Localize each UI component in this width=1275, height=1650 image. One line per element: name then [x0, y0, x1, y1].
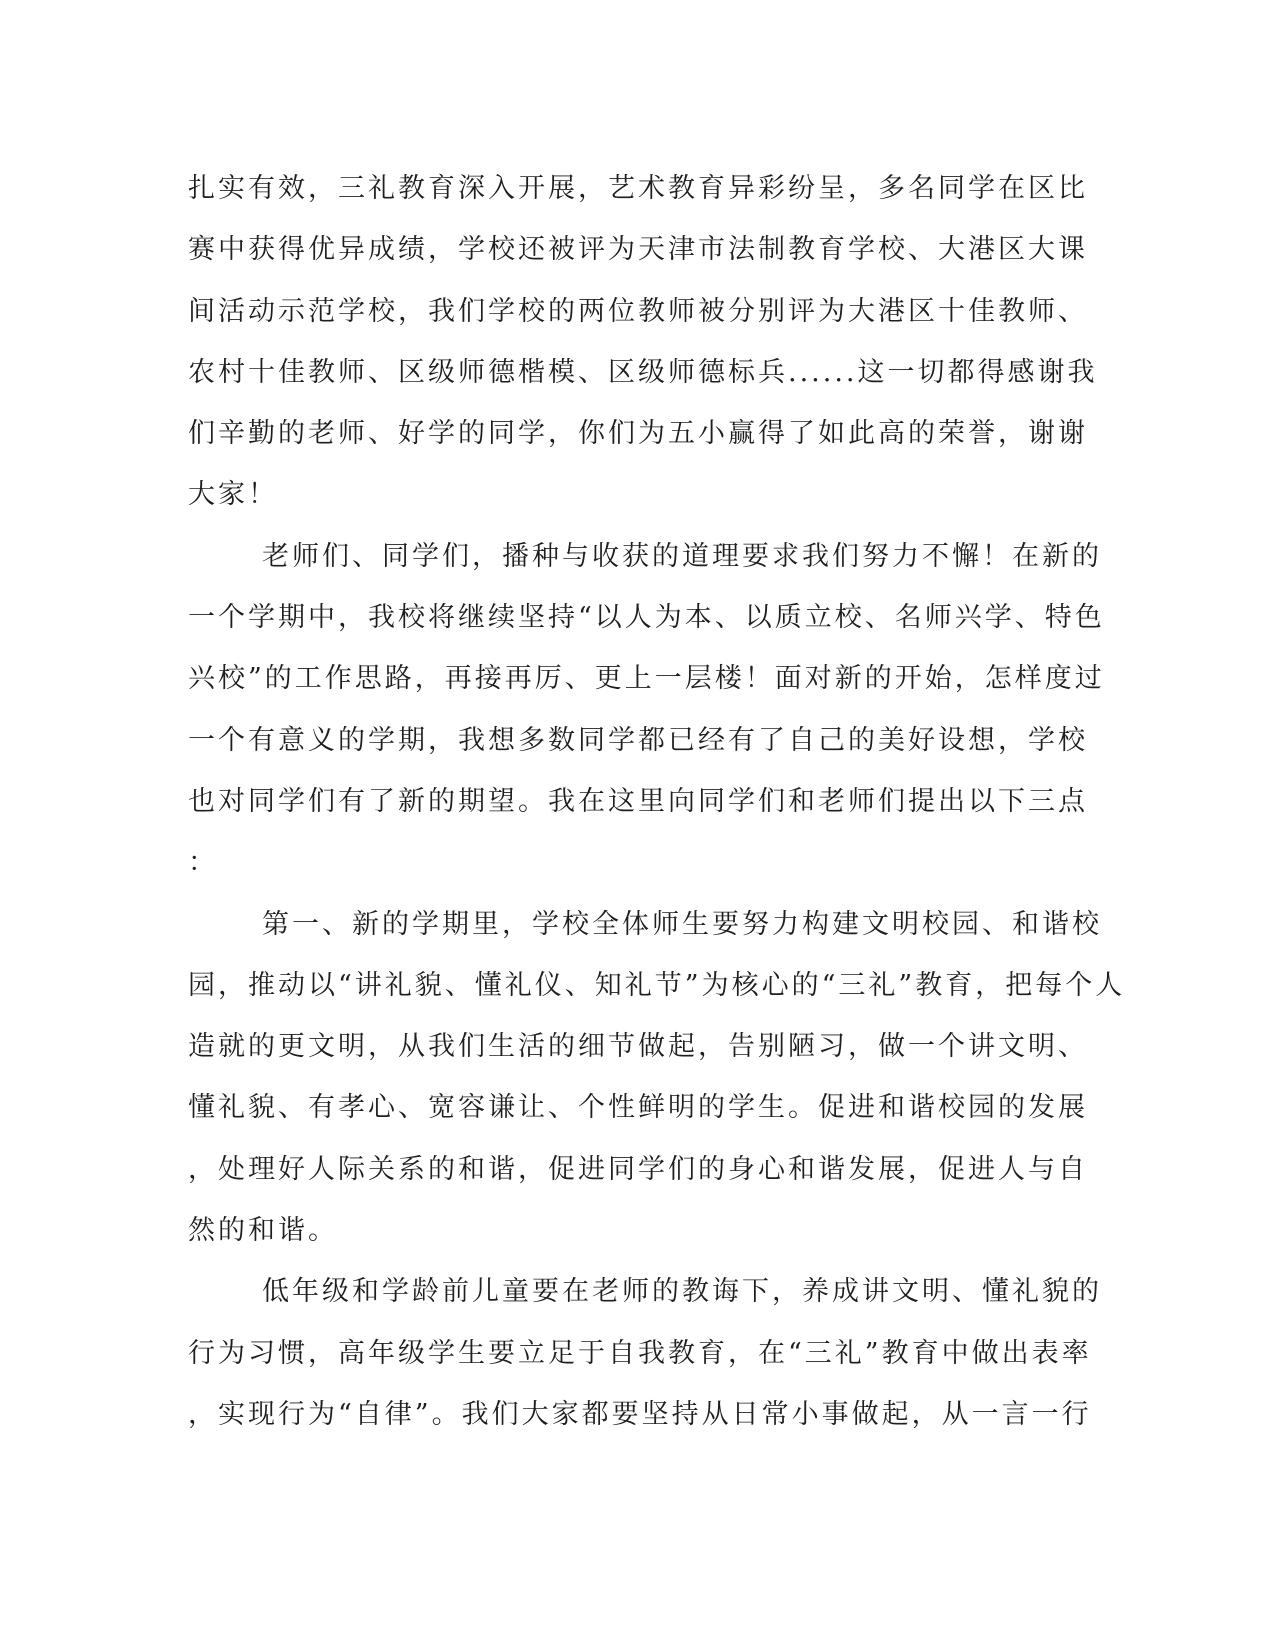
- text-line: 老师们、同学们，播种与收获的道理要求我们努力不懈！在新的: [262, 540, 1102, 572]
- text-line: ：: [188, 847, 218, 879]
- text-line: 也对同学们有了新的期望。我在这里向同学们和老师们提出以下三点: [188, 785, 1088, 817]
- text-line: 行为习惯，高年级学生要立足于自我教育，在“三礼”教育中做出表率: [188, 1337, 1092, 1369]
- text-line: ，处理好人际关系的和谐，促进同学们的身心和谐发展，促进人与自: [188, 1153, 1088, 1185]
- paragraph: [188, 158, 1098, 526]
- text-line: 农村十佳教师、区级师德楷模、区级师德标兵......这一切都得感谢我: [188, 356, 1098, 388]
- text-line: 兴校”的工作思路，再接再厉、更上一层楼！面对新的开始，怎样度过: [188, 663, 1105, 695]
- text-line: 一个学期中，我校将继续坚持“以人为本、以质立校、名师兴学、特色: [188, 602, 1105, 634]
- paragraph: [188, 1261, 1102, 1445]
- text-line: 间活动示范学校，我们学校的两位教师被分别评为大港区十佳教师、: [188, 295, 1088, 327]
- text-line: 园，推动以“讲礼貌、懂礼仪、知礼节”为核心的“三礼”教育，把每个人: [188, 969, 1126, 1001]
- text-line: 造就的更文明，从我们生活的细节做起，告别陋习，做一个讲文明、: [188, 1031, 1088, 1063]
- text-line: 大家！: [188, 479, 278, 511]
- text-line: 赛中获得优异成绩，学校还被评为天津市法制教育学校、大港区大课: [188, 234, 1088, 266]
- text-line: 一个有意义的学期，我想多数同学都已经有了自己的美好设想，学校: [188, 724, 1088, 756]
- text-line: 扎实有效，三礼教育深入开展，艺术教育异彩纷呈，多名同学在区比: [188, 173, 1088, 204]
- text-line: 懂礼貌、有孝心、宽容谦让、个性鲜明的学生。促进和谐校园的发展: [188, 1092, 1088, 1124]
- text-line: 然的和谐。: [188, 1215, 338, 1247]
- document-body: [188, 158, 1126, 1445]
- text-line: 第一、新的学期里，学校全体师生要努力构建文明校园、和谐校: [262, 908, 1102, 940]
- paragraph: [188, 894, 1126, 1262]
- text-line: 们辛勤的老师、好学的同学，你们为五小赢得了如此高的荣誉，谢谢: [188, 418, 1088, 450]
- paragraph: [188, 526, 1105, 894]
- text-line: ，实现行为“自律”。我们大家都要坚持从日常小事做起，从一言一行: [188, 1398, 1092, 1430]
- text-line: 低年级和学龄前儿童要在老师的教诲下，养成讲文明、懂礼貌的: [262, 1276, 1102, 1308]
